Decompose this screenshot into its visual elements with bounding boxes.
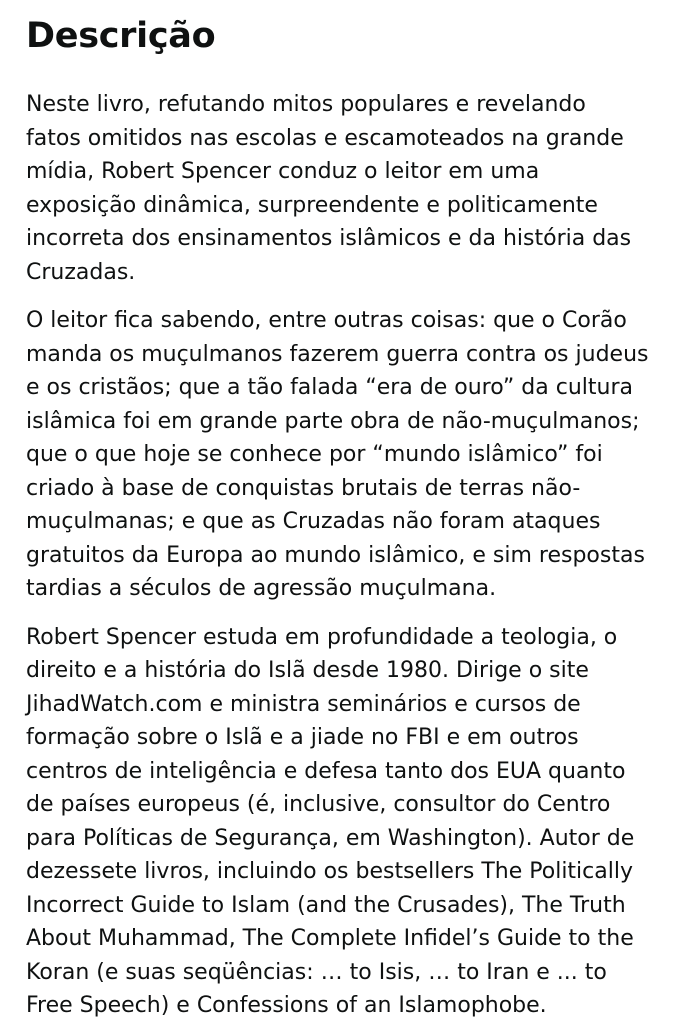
paragraph-line: islâmica foi em grande parte obra de não-muçulmanos; bbox=[26, 408, 640, 434]
paragraph-line: e os cristãos; que a tão falada “era de ouro” da cultura bbox=[26, 375, 633, 400]
paragraph-line: incorreta dos ensinamentos islâmicos e da história das bbox=[26, 226, 632, 251]
paragraph-line: criado à base de conquistas brutais de terras não- bbox=[26, 475, 581, 501]
paragraph-line: formação sobre o Islã e a jiade no FBI e em outros bbox=[26, 725, 579, 750]
paragraph-line: tardias a séculos de agressão muçulmana. bbox=[26, 576, 497, 601]
paragraph-line: Neste livro, refutando mitos populares e revelando bbox=[26, 92, 586, 117]
paragraph-line: Koran (e suas seqüências: … to Isis, … to Iran e ... to bbox=[26, 959, 607, 985]
description-paragraph bbox=[26, 88, 676, 289]
paragraph-line: fatos omitidos nas escolas e escamoteados na grande bbox=[26, 125, 624, 151]
paragraph-line: exposição dinâmica, surpreendente e politicamente bbox=[26, 192, 598, 218]
paragraph-line: que o que hoje se conhece por “mundo islâmico” foi bbox=[26, 442, 603, 467]
paragraph-line: Incorrect Guide to Islam (and the Crusades), The Truth bbox=[26, 892, 626, 918]
paragraph-line: About Muhammad, The Complete Infidel’s Guide to the bbox=[26, 926, 634, 951]
paragraph-line: dezessete livros, incluindo os bestsellers The Politically bbox=[26, 859, 633, 884]
paragraph-line: Robert Spencer estuda em profundidade a teologia, o bbox=[26, 624, 618, 650]
paragraph-line: Free Speech) e Confessions of an Islamophobe. bbox=[26, 993, 547, 1018]
description-paragraph bbox=[26, 621, 676, 1023]
paragraph-line: muçulmanas; e que as Cruzadas não foram ataques bbox=[26, 509, 601, 534]
paragraph-line: O leitor fica sabendo, entre outras coisas: que o Corão bbox=[26, 308, 627, 333]
paragraph-line: JihadWatch.com e ministra seminários e cursos de bbox=[26, 691, 581, 717]
paragraph-line: direito e a história do Islã desde 1980. Dirige o site bbox=[26, 658, 589, 683]
section-heading: Descrição bbox=[26, 16, 216, 56]
paragraph-line: centros de inteligência e defesa tanto dos EUA quanto bbox=[26, 758, 626, 784]
paragraph-line: para Políticas de Segurança, em Washington). Autor de bbox=[26, 825, 635, 851]
paragraph-line: mídia, Robert Spencer conduz o leitor em uma bbox=[26, 159, 540, 184]
paragraph-line: Cruzadas. bbox=[26, 259, 136, 285]
paragraph-line: gratuitos da Europa ao mundo islâmico, e sim respostas bbox=[26, 542, 645, 568]
paragraph-line: manda os muçulmanos fazerem guerra contra os judeus bbox=[26, 341, 649, 367]
paragraph-line: de países europeus (é, inclusive, consultor do Centro bbox=[26, 792, 611, 817]
description-paragraph bbox=[26, 304, 676, 606]
description-section bbox=[26, 0, 676, 1023]
